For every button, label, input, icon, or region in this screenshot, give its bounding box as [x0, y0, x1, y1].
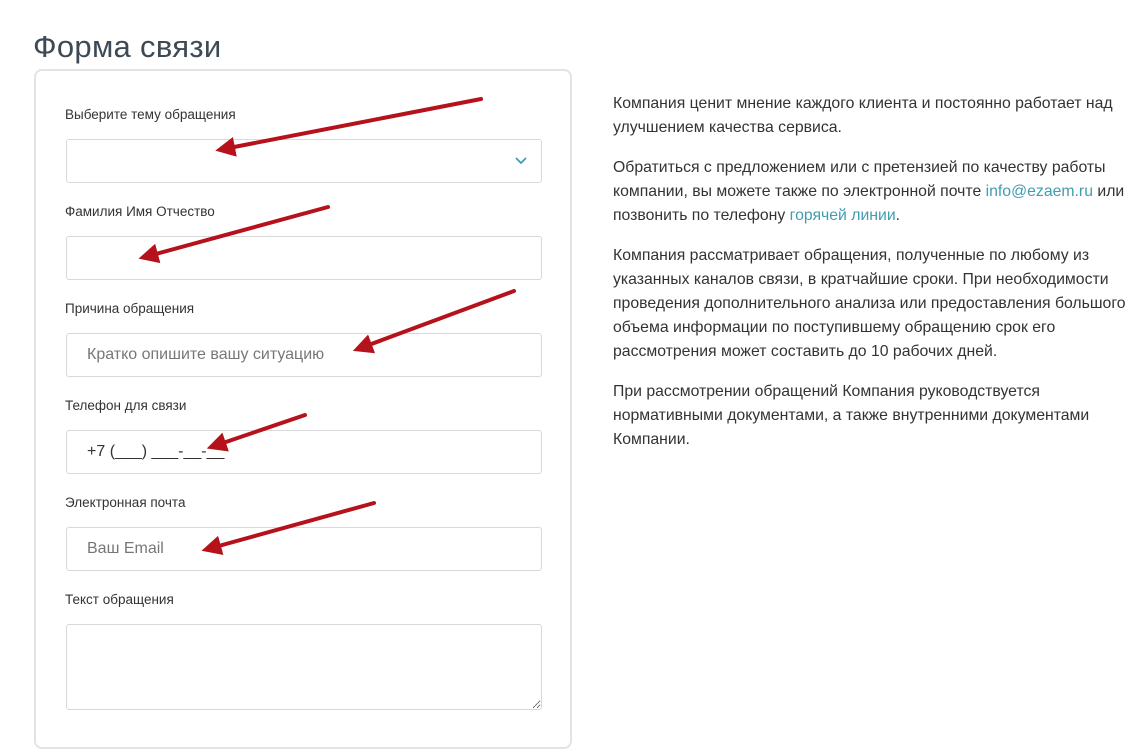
info-paragraph-2-end: . [895, 207, 901, 224]
email-label: Электронная почта [65, 495, 186, 510]
reason-input[interactable] [66, 333, 542, 377]
message-label: Текст обращения [65, 592, 174, 607]
info-text [613, 92, 1143, 468]
message-textarea[interactable] [66, 624, 542, 710]
info-paragraph-3: Компания рассматривает обращения, полученные по любому из указанных каналов связи, в кратчайшие сроки. При необходимости проведения дополнительного анализа или предоставления большого объема информации по поступившему обращению срок его рассмотрения может составить до 10 рабочих дней. [613, 247, 1126, 360]
info-paragraph-2-text: Обратиться с предложением или с претензией по качеству работы компании, вы можете также по электронной почте [613, 159, 1106, 200]
topic-label: Выберите тему обращения [65, 107, 236, 122]
full-name-input[interactable] [66, 236, 542, 280]
info-paragraph-2-middle: или позвонить по телефону [613, 183, 1125, 224]
page-title: Форма связи [33, 28, 222, 64]
info-paragraph-2 [613, 156, 1143, 228]
topic-select[interactable] [66, 139, 542, 183]
info-paragraph-1: Компания ценит мнение каждого клиента и постоянно работает над улучшением качества сервиса. [613, 95, 1113, 136]
full-name-label: Фамилия Имя Отчество [65, 204, 215, 219]
email-link[interactable]: info@ezaem.ru [985, 183, 1093, 200]
chevron-down-icon [515, 155, 527, 167]
reason-label: Причина обращения [65, 301, 195, 316]
info-paragraph-4: При рассмотрении обращений Компания руководствуется нормативными документами, а также внутренними документами Компании. [613, 383, 1090, 448]
phone-input[interactable] [66, 430, 542, 474]
phone-label: Телефон для связи [65, 398, 187, 413]
email-input[interactable] [66, 527, 542, 571]
hotline-link[interactable]: горячей линии [789, 207, 896, 224]
